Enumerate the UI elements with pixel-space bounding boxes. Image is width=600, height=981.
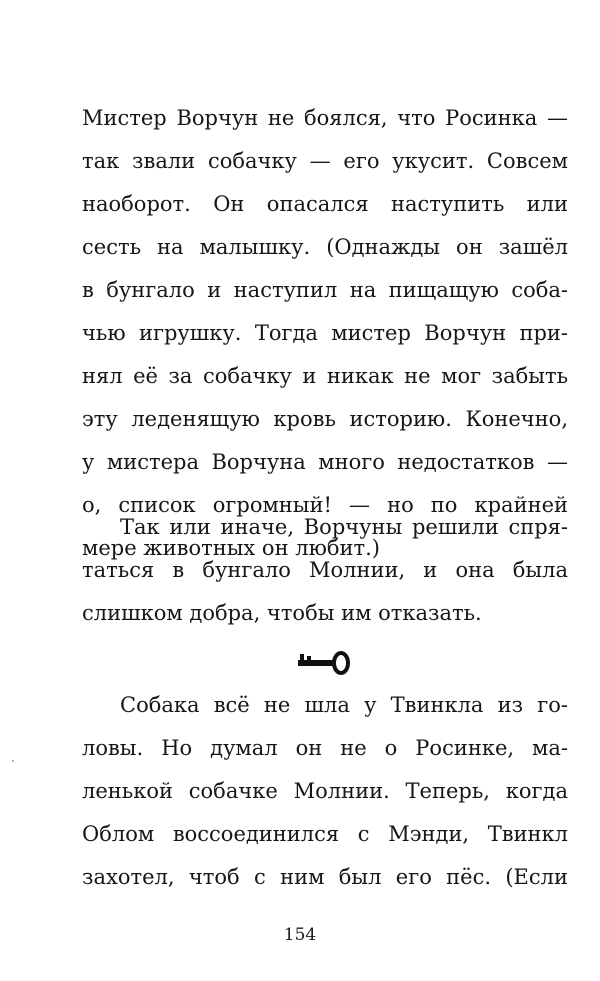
text-line: мере животных он любит.): [82, 536, 380, 560]
text-line: ловы. Но думал он не о Росинке, ма-: [82, 736, 568, 760]
text-line: так звали собачку — его укусит. Совсем: [82, 149, 568, 173]
key-icon: [296, 650, 352, 676]
page-number: 154: [283, 925, 317, 945]
text-line: Так или иначе, Ворчуны решили спря-: [120, 515, 568, 539]
text-line: ленькой собачке Молнии. Теперь, когда: [82, 779, 568, 803]
text-line: чью игрушку. Тогда мистер Ворчун при-: [82, 321, 568, 345]
text-line: эту леденящую кровь историю. Конечно,: [82, 407, 568, 431]
text-line: Собака всё не шла у Твинкла из го-: [120, 693, 568, 717]
text-line: таться в бунгало Молнии, и она была: [82, 558, 568, 582]
text-line: в бунгало и наступил на пищащую соба-: [82, 278, 568, 302]
text-line: сесть на малышку. (Однажды он зашёл: [82, 235, 568, 259]
text-line: о, список огромный! — но по крайней: [82, 493, 568, 517]
text-line: наоборот. Он опасался наступить или: [82, 192, 568, 216]
text-line: Облом воссоединился с Мэнди, Твинкл: [82, 822, 568, 846]
text-line: слишком добра, чтобы им отказать.: [82, 601, 482, 625]
paragraph-1: [82, 97, 568, 570]
text-line: Мистер Ворчун не боялся, что Росинка —: [82, 106, 568, 130]
text-line: нял её за собачку и никак не мог забыть: [82, 364, 568, 388]
paragraph-3: [82, 684, 568, 899]
paragraph-2: [82, 506, 568, 635]
scan-speck: [12, 760, 14, 762]
text-line: захотел, чтоб с ним был его пёс. (Если: [82, 865, 568, 889]
text-line: у мистера Ворчуна много недостатков —: [82, 450, 568, 474]
